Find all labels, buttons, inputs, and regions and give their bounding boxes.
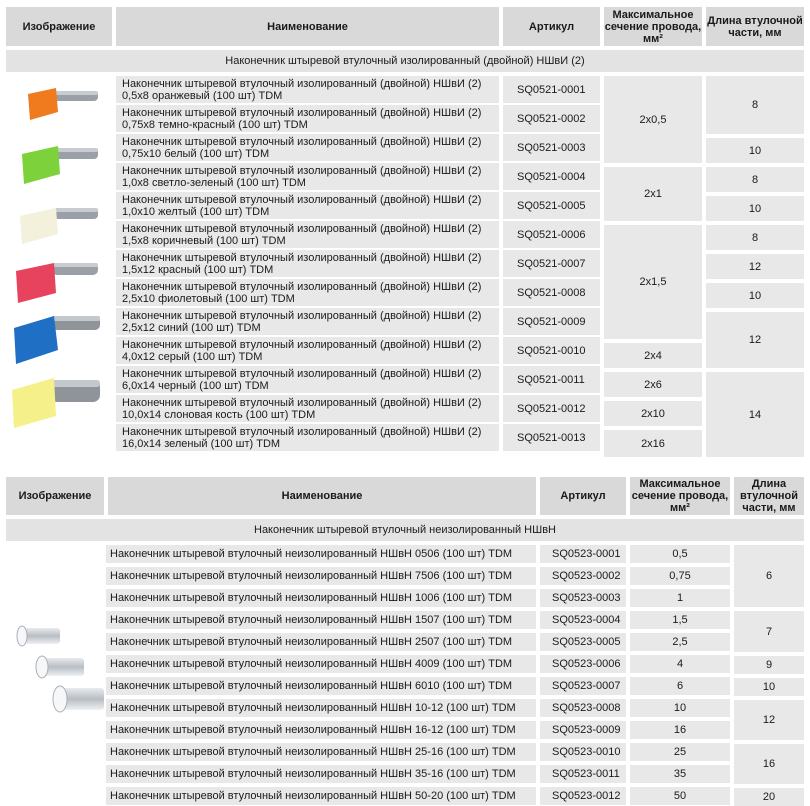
t1-row-name <box>116 424 499 451</box>
t1-row-name <box>116 163 499 190</box>
t1-row-name <box>116 366 499 393</box>
t1-row-name-line1: Наконечник штыревой втулочный изолированный (двойной) НШвИ (2) <box>122 309 482 322</box>
t2-row-section: 35 <box>630 765 730 783</box>
t1-header-article: Артикул <box>503 7 600 46</box>
t1-row-article: SQ0521-0003 <box>503 134 600 161</box>
t1-section-cell: 2х4 <box>604 343 702 368</box>
t1-row-name-line2: 1,5х12 красный (100 шт) TDM <box>122 263 274 276</box>
t1-row-name-line2: 0,75х10 белый (100 шт) TDM <box>122 147 270 160</box>
t2-row-section: 16 <box>630 721 730 739</box>
t2-row-article: SQ0523-0001 <box>540 545 626 563</box>
t2-row-section: 2,5 <box>630 633 730 651</box>
t1-header-length: Длина втулочной части, мм <box>706 7 804 46</box>
t1-row-article: SQ0521-0010 <box>503 337 600 364</box>
t2-header-image: Изображение <box>6 477 104 515</box>
red-ferrule-icon <box>14 255 100 307</box>
t1-row-name-line2: 10,0х14 слоновая кость (100 шт) TDM <box>122 408 316 421</box>
t1-row-article: SQ0521-0005 <box>503 192 600 219</box>
t2-header-section: Максимальное сечение провода, мм² <box>631 478 729 514</box>
t1-row-name <box>116 395 499 422</box>
t2-row-article: SQ0523-0008 <box>540 699 626 717</box>
t2-row-section: 0,5 <box>630 545 730 563</box>
white-ferrule-icon <box>16 200 100 250</box>
t2-row-article: SQ0523-0004 <box>540 611 626 629</box>
t1-row-name-line2: 2,5х10 фиолетовый (100 шт) TDM <box>122 292 295 305</box>
t2-row-article: SQ0523-0003 <box>540 589 626 607</box>
t2-length-cell: 12 <box>734 700 804 740</box>
t2-row-name: Наконечник штыревой втулочный неизолированный НШвН 50-20 (100 шт) TDM <box>106 787 536 805</box>
blue-ferrule-icon <box>12 308 102 368</box>
t1-row-name <box>116 250 499 277</box>
t1-row-name-line2: 1,0х8 светло-зеленый (100 шт) TDM <box>122 176 306 189</box>
t2-header-length: Длина втулочной части, мм <box>734 477 804 515</box>
t1-row-article: SQ0521-0013 <box>503 424 600 451</box>
t1-row-name-line1: Наконечник штыревой втулочный изолированный (двойной) НШвИ (2) <box>122 251 482 264</box>
t1-row-name-line2: 4,0х12 серый (100 шт) TDM <box>122 350 263 363</box>
t2-row-article: SQ0523-0009 <box>540 721 626 739</box>
t2-row-name: Наконечник штыревой втулочный неизолированный НШвН 6010 (100 шт) TDM <box>106 677 536 695</box>
t1-row-article: SQ0521-0011 <box>503 366 600 393</box>
t1-header-section: Максимальное сечение провода, мм² <box>604 8 702 45</box>
t1-length-cell: 10 <box>706 283 804 308</box>
t2-length-cell: 7 <box>734 611 804 652</box>
t1-row-name <box>116 221 499 248</box>
t1-section-title: Наконечник штыревой втулочный изолированный (двойной) НШвИ (2) <box>6 50 804 72</box>
t1-row-name-line2: 16,0х14 зеленый (100 шт) TDM <box>122 437 281 450</box>
t2-row-name: Наконечник штыревой втулочный неизолированный НШвН 10-12 (100 шт) TDM <box>106 699 536 717</box>
t1-row-name <box>116 76 499 103</box>
t1-section-cell: 2х10 <box>604 401 702 426</box>
t1-length-cell: 10 <box>706 196 804 221</box>
t1-length-cell: 10 <box>706 138 804 163</box>
t2-row-name: Наконечник штыревой втулочный неизолированный НШвН 1507 (100 шт) TDM <box>106 611 536 629</box>
t2-length-cell: 9 <box>734 656 804 674</box>
t1-length-cell: 12 <box>706 312 804 368</box>
t2-row-article: SQ0523-0005 <box>540 633 626 651</box>
t1-header-image: Изображение <box>6 7 112 46</box>
t1-section-cell: 2х1 <box>604 167 702 221</box>
ivory-ferrule-icon <box>10 372 102 430</box>
t1-section-cell: 2х0,5 <box>604 76 702 163</box>
t1-row-name-line1: Наконечник штыревой втулочный изолированный (двойной) НШвИ (2) <box>122 106 482 119</box>
t1-row-name-line1: Наконечник штыревой втулочный изолированный (двойной) НШвИ (2) <box>122 367 482 380</box>
t1-row-name-line2: 6,0х14 черный (100 шт) TDM <box>122 379 269 392</box>
t1-row-name-line2: 1,5х8 коричневый (100 шт) TDM <box>122 234 286 247</box>
t2-row-name: Наконечник штыревой втулочный неизолированный НШвН 25-16 (100 шт) TDM <box>106 743 536 761</box>
t2-length-cell: 10 <box>734 678 804 696</box>
t2-length-cell: 16 <box>734 744 804 784</box>
t1-row-name <box>116 308 499 335</box>
t1-row-name-line1: Наконечник штыревой втулочный изолированный (двойной) НШвИ (2) <box>122 193 482 206</box>
t1-row-name-line1: Наконечник штыревой втулочный изолированный (двойной) НШвИ (2) <box>122 425 482 438</box>
green-ferrule-icon <box>18 140 100 190</box>
t1-row-article: SQ0521-0009 <box>503 308 600 335</box>
metal-ferrules-icon <box>14 622 106 718</box>
t2-row-section: 1 <box>630 589 730 607</box>
t2-row-article: SQ0523-0012 <box>540 787 626 805</box>
t1-row-article: SQ0521-0007 <box>503 250 600 277</box>
t2-row-section: 0,75 <box>630 567 730 585</box>
t2-row-section: 6 <box>630 677 730 695</box>
t2-row-article: SQ0523-0011 <box>540 765 626 783</box>
t2-row-section: 4 <box>630 655 730 673</box>
t1-row-name <box>116 105 499 132</box>
t1-length-cell: 8 <box>706 225 804 250</box>
t1-row-article: SQ0521-0001 <box>503 76 600 103</box>
t1-row-name-line2: 1,0х10 желтый (100 шт) TDM <box>122 205 270 218</box>
t2-row-section: 1,5 <box>630 611 730 629</box>
t2-row-name: Наконечник штыревой втулочный неизолированный НШвН 35-16 (100 шт) TDM <box>106 765 536 783</box>
t1-header-name: Наименование <box>116 7 499 46</box>
t2-row-name: Наконечник штыревой втулочный неизолированный НШвН 2507 (100 шт) TDM <box>106 633 536 651</box>
t1-row-name-line1: Наконечник штыревой втулочный изолированный (двойной) НШвИ (2) <box>122 164 482 177</box>
t2-row-name: Наконечник штыревой втулочный неизолированный НШвН 4009 (100 шт) TDM <box>106 655 536 673</box>
t1-row-name-line2: 2,5х12 синий (100 шт) TDM <box>122 321 261 334</box>
t1-section-cell: 2х6 <box>604 372 702 397</box>
t1-row-name-line1: Наконечник штыревой втулочный изолированный (двойной) НШвИ (2) <box>122 396 482 409</box>
t2-row-article: SQ0523-0007 <box>540 677 626 695</box>
t2-row-article: SQ0523-0010 <box>540 743 626 761</box>
t1-row-name <box>116 192 499 219</box>
t1-section-cell: 2х1,5 <box>604 225 702 339</box>
t1-row-article: SQ0521-0008 <box>503 279 600 306</box>
t2-row-name: Наконечник штыревой втулочный неизолированный НШвН 7506 (100 шт) TDM <box>106 567 536 585</box>
t2-row-article: SQ0523-0002 <box>540 567 626 585</box>
t1-row-article: SQ0521-0004 <box>503 163 600 190</box>
t1-row-article: SQ0521-0012 <box>503 395 600 422</box>
t2-row-section: 10 <box>630 699 730 717</box>
t2-row-article: SQ0523-0006 <box>540 655 626 673</box>
t2-row-section: 25 <box>630 743 730 761</box>
t2-header-article: Артикул <box>540 477 626 515</box>
t1-row-name-line1: Наконечник штыревой втулочный изолированный (двойной) НШвИ (2) <box>122 222 482 235</box>
t1-length-cell: 12 <box>706 254 804 279</box>
t1-length-cell: 8 <box>706 167 804 192</box>
t2-length-cell: 20 <box>734 788 804 806</box>
t1-row-name-line1: Наконечник штыревой втулочный изолированный (двойной) НШвИ (2) <box>122 135 482 148</box>
t2-row-name: Наконечник штыревой втулочный неизолированный НШвН 1006 (100 шт) TDM <box>106 589 536 607</box>
t1-section-cell: 2х16 <box>604 430 702 457</box>
t1-row-name <box>116 337 499 364</box>
t1-row-article: SQ0521-0006 <box>503 221 600 248</box>
t1-length-cell: 8 <box>706 76 804 134</box>
t1-row-name-line2: 0,5х8 оранжевый (100 шт) TDM <box>122 89 283 102</box>
t2-row-name: Наконечник штыревой втулочный неизолированный НШвН 16-12 (100 шт) TDM <box>106 721 536 739</box>
t1-row-name-line1: Наконечник штыревой втулочный изолированный (двойной) НШвИ (2) <box>122 280 482 293</box>
t1-row-name <box>116 279 499 306</box>
t1-row-name-line1: Наконечник штыревой втулочный изолированный (двойной) НШвИ (2) <box>122 338 482 351</box>
t1-row-name-line2: 0,75х8 темно-красный (100 шт) TDM <box>122 118 308 131</box>
t2-row-name: Наконечник штыревой втулочный неизолированный НШвН 0506 (100 шт) TDM <box>106 545 536 563</box>
orange-ferrule-icon <box>20 82 100 130</box>
t1-length-cell: 14 <box>706 372 804 457</box>
t1-row-name <box>116 134 499 161</box>
t1-row-article: SQ0521-0002 <box>503 105 600 132</box>
t2-header-name: Наименование <box>108 477 536 515</box>
t2-length-cell: 6 <box>734 545 804 607</box>
t2-section-title: Наконечник штыревой втулочный неизолированный НШвН <box>6 519 804 541</box>
t2-row-section: 50 <box>630 787 730 805</box>
t1-row-name-line1: Наконечник штыревой втулочный изолированный (двойной) НШвИ (2) <box>122 77 482 90</box>
